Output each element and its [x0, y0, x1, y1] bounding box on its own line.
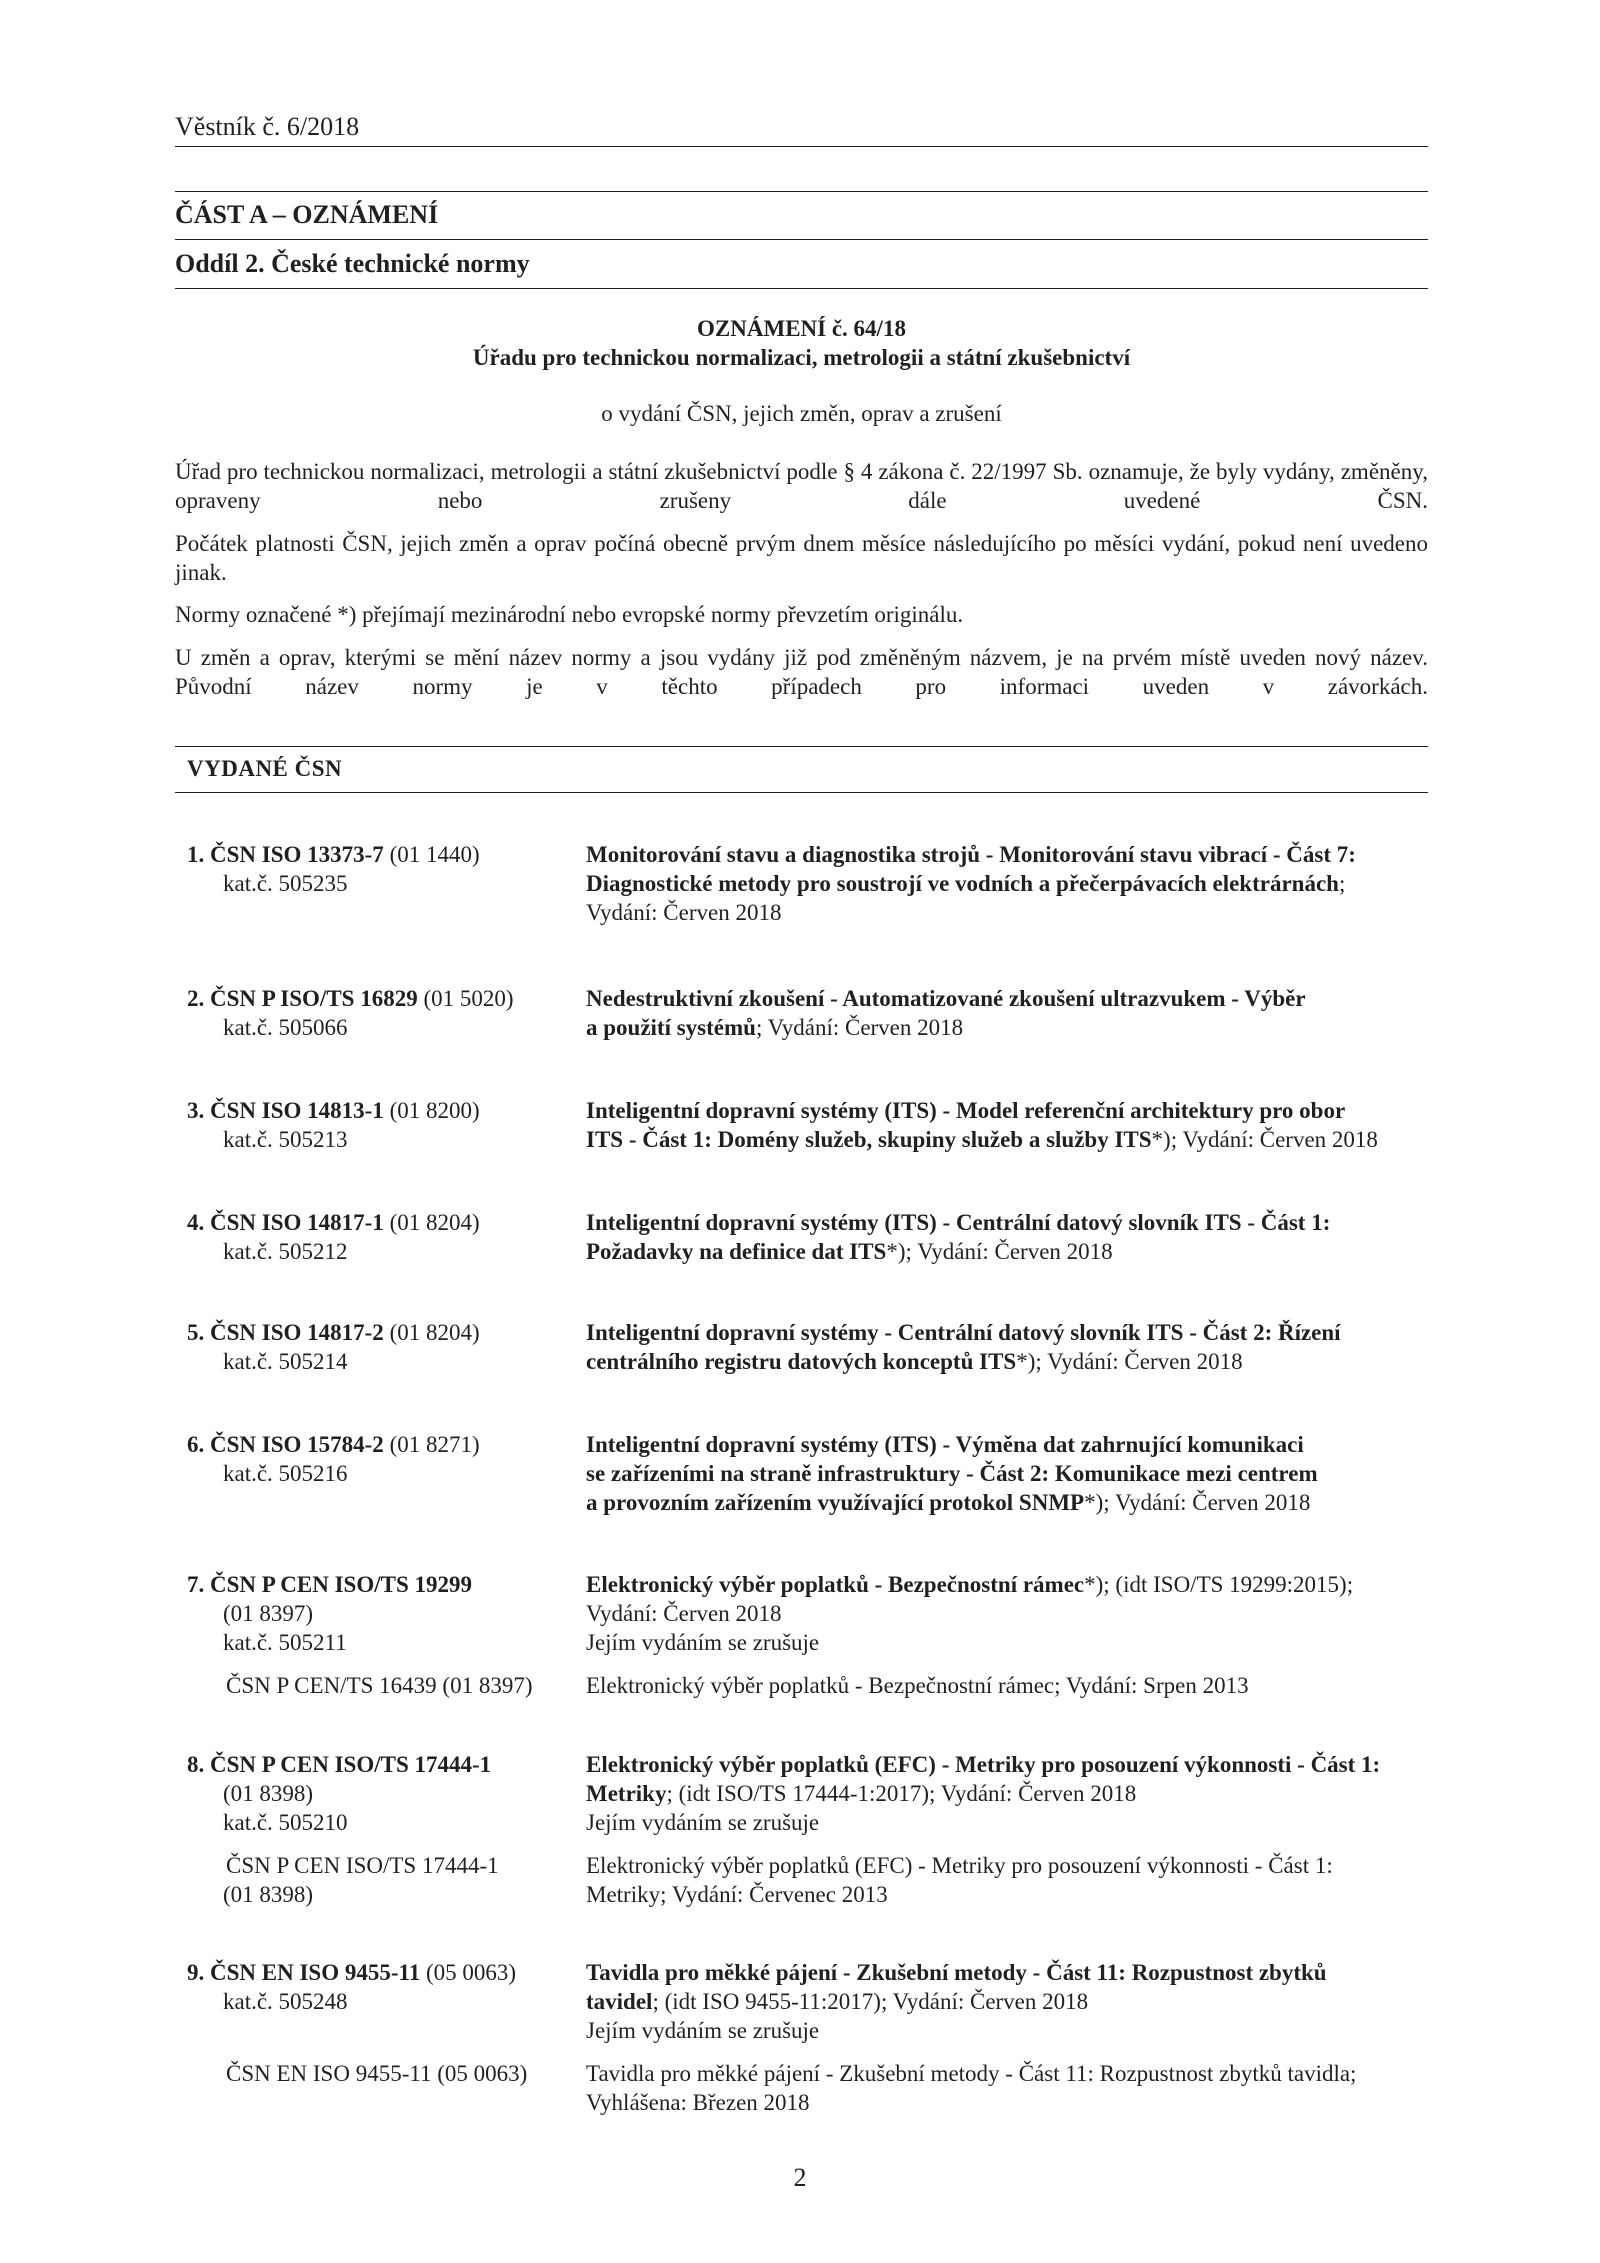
- entry-catalog-number: kat.č. 505214: [223, 1349, 348, 1374]
- running-head: Věstník č. 6/2018: [175, 112, 360, 141]
- entry-title-line: Metriky: [586, 1781, 667, 1806]
- entry-identifier: [187, 1570, 567, 1700]
- entry-description: [586, 1096, 1428, 1154]
- entry-title-suffix: *); (idt ISO/TS 19299:2015);: [1084, 1572, 1354, 1597]
- entry-cancels-note: Jejím vydáním se zrušuje: [586, 1630, 820, 1655]
- entry-identifier: [187, 1958, 567, 2088]
- entry-code: ČSN ISO 14817-1: [210, 1210, 384, 1235]
- section-rule-top: [175, 191, 1428, 192]
- superseded-description-line: Vyhlášena: Březen 2018: [586, 2090, 810, 2115]
- entry-catalog-number: kat.č. 505216: [223, 1461, 348, 1486]
- entry-number: 5.: [187, 1320, 205, 1345]
- entry-title-line: Monitorování stavu a diagnostika strojů - Monitorování stavu vibrací - Část 7:: [586, 842, 1356, 867]
- entry-identifier: [187, 1318, 567, 1376]
- entry-issued: Vydání: Červen 2018: [586, 900, 782, 925]
- entry-identifier: [187, 1096, 567, 1154]
- entry-description: [586, 1750, 1428, 1909]
- section-title: ČÁST A – OZNÁMENÍ: [175, 200, 439, 229]
- entry-identifier: [187, 1430, 567, 1488]
- entry-title-suffix: *); Vydání: Červen 2018: [1016, 1349, 1243, 1374]
- superseded-description: Elektronický výběr poplatků - Bezpečnostní rámec; Vydání: Srpen 2013: [586, 1673, 1249, 1698]
- notice-title: OZNÁMENÍ č. 64/18: [697, 316, 906, 341]
- entry-catalog-number: kat.č. 505210: [223, 1810, 348, 1835]
- entry-description: [586, 1958, 1428, 2117]
- entry-number: 9.: [187, 1960, 205, 1985]
- entry-title-line: a použití systémů: [586, 1015, 756, 1040]
- entry-number: 7.: [187, 1572, 205, 1597]
- entry-class-number: (01 8398): [223, 1781, 314, 1806]
- entry-title-line: Inteligentní dopravní systémy - Centrální datový slovník ITS - Část 2: Řízení: [586, 1320, 1341, 1345]
- entry-title-line: se zařízeními na straně infrastruktury - Část 2: Komunikace mezi centrem: [586, 1461, 1318, 1486]
- notice-issuer: Úřadu pro technickou normalizaci, metrologii a státní zkušebnictví: [472, 345, 1131, 370]
- entry-catalog-number: kat.č. 505235: [223, 871, 348, 896]
- section-rule-bottom: [175, 288, 1428, 289]
- entry-description: [586, 1318, 1428, 1376]
- intro-paragraph-4: U změn a oprav, kterými se mění název normy a jsou vydány již pod změněným názvem, je na prvém místě uveden nový název. Původní název normy je v těchto případech pro informaci uveden v závorkách.: [175, 645, 1428, 699]
- entry-class-number: (01 8397): [223, 1601, 314, 1626]
- superseded-class-number: (01 8398): [223, 1882, 314, 1907]
- section-rule-middle: [175, 239, 1428, 240]
- intro-paragraph-1: Úřad pro technickou normalizaci, metrologii a státní zkušebnictví podle § 4 zákona č. 22/1997 Sb. oznamuje, že byly vydány, změněny, opraveny nebo zrušeny dále uvedené ČSN.: [175, 459, 1428, 513]
- entry-title-line: Elektronický výběr poplatků - Bezpečnostní rámec: [586, 1572, 1085, 1597]
- entry-class-number: (01 8271): [389, 1432, 480, 1457]
- entry-title-suffix: *); Vydání: Červen 2018: [1151, 1127, 1378, 1152]
- entry-number: 3.: [187, 1098, 205, 1123]
- entry-title-line: Nedestruktivní zkoušení - Automatizované zkoušení ultrazvukem - Výběr: [586, 986, 1306, 1011]
- entry-title-line: ITS - Část 1: Domény služeb, skupiny služeb a služby ITS: [586, 1127, 1152, 1152]
- entry-class-number: (01 8204): [389, 1210, 480, 1235]
- entry-catalog-number: kat.č. 505066: [223, 1015, 348, 1040]
- list-heading-rule-top: [175, 746, 1428, 747]
- entry-title-line: Požadavky na definice dat ITS: [586, 1239, 887, 1264]
- list-heading: VYDANÉ ČSN: [187, 756, 343, 781]
- entry-cancels-note: Jejím vydáním se zrušuje: [586, 1810, 820, 1835]
- superseded-description-line: Tavidla pro měkké pájení - Zkušební metody - Část 11: Rozpustnost zbytků tavidla;: [586, 2061, 1357, 2086]
- entry-title-suffix: *); Vydání: Červen 2018: [886, 1239, 1113, 1264]
- subsection-title: Oddíl 2. České technické normy: [175, 249, 530, 278]
- intro-paragraph-3: Normy označené *) přejímají mezinárodní nebo evropské normy převzetím originálu.: [175, 602, 964, 627]
- entry-class-number: (01 8200): [389, 1098, 480, 1123]
- entry-title-suffix: ;: [1338, 871, 1346, 896]
- entry-code: ČSN P CEN ISO/TS 19299: [210, 1572, 473, 1597]
- entry-title-line: Inteligentní dopravní systémy (ITS) - Centrální datový slovník ITS - Část 1:: [586, 1210, 1331, 1235]
- list-heading-rule-bottom: [175, 792, 1428, 793]
- entry-code: ČSN EN ISO 9455-11: [210, 1960, 421, 1985]
- entry-class-number: (01 1440): [389, 842, 480, 867]
- entry-catalog-number: kat.č. 505248: [223, 1989, 348, 2014]
- notice-subject: o vydání ČSN, jejich změn, oprav a zrušení: [601, 401, 1002, 426]
- entry-description: [586, 1430, 1428, 1517]
- superseded-code: ČSN P CEN ISO/TS 17444-1: [226, 1853, 499, 1878]
- entry-catalog-number: kat.č. 505213: [223, 1127, 348, 1152]
- entry-code: ČSN ISO 13373-7: [210, 842, 384, 867]
- intro-paragraph-2: Počátek platnosti ČSN, jejich změn a oprav počíná obecně prvým dnem měsíce následujícího po měsíci vydání, pokud není uvedeno jinak.: [175, 531, 1428, 585]
- entry-number: 4.: [187, 1210, 205, 1235]
- entry-number: 2.: [187, 986, 205, 1011]
- superseded-code: ČSN P CEN/TS 16439 (01 8397): [226, 1673, 533, 1698]
- entry-title-line: a provozním zařízením využívající protokol SNMP: [586, 1490, 1085, 1515]
- entry-code: ČSN P ISO/TS 16829: [210, 986, 418, 1011]
- entry-title-suffix: ; Vydání: Červen 2018: [755, 1015, 964, 1040]
- entry-code: ČSN ISO 14813-1: [210, 1098, 384, 1123]
- superseded-description-line: Metriky; Vydání: Červenec 2013: [586, 1882, 888, 1907]
- entry-identifier: [187, 840, 567, 898]
- superseded-description-line: Elektronický výběr poplatků (EFC) - Metriky pro posouzení výkonnosti - Část 1:: [586, 1853, 1333, 1878]
- entry-class-number: (05 0063): [425, 1960, 517, 1985]
- page-number: 2: [793, 2163, 807, 2192]
- entry-identifier: [187, 984, 567, 1042]
- entry-cancels-note: Jejím vydáním se zrušuje: [586, 2018, 820, 2043]
- entry-title-line: centrálního registru datových konceptů ITS: [586, 1349, 1017, 1374]
- entry-class-number: (01 8204): [389, 1320, 480, 1345]
- superseded-code: ČSN EN ISO 9455-11 (05 0063): [226, 2061, 528, 2086]
- entry-title-suffix: ; (idt ISO/TS 17444-1:2017); Vydání: Červen 2018: [666, 1781, 1137, 1806]
- entry-code: ČSN P CEN ISO/TS 17444-1: [210, 1752, 492, 1777]
- entry-number: 1.: [187, 842, 205, 867]
- entry-title-line: tavidel: [586, 1989, 653, 2014]
- entry-issued: Vydání: Červen 2018: [586, 1601, 782, 1626]
- entry-title-line: Diagnostické metody pro soustrojí ve vodních a přečerpávacích elektrárnách: [586, 871, 1339, 896]
- entry-title-line: Tavidla pro měkké pájení - Zkušební metody - Část 11: Rozpustnost zbytků: [586, 1960, 1327, 1985]
- entry-number: 8.: [187, 1752, 205, 1777]
- entry-identifier: [187, 1750, 567, 1909]
- entry-code: ČSN ISO 15784-2: [210, 1432, 384, 1457]
- entry-description: [586, 840, 1428, 927]
- entry-description: [586, 1570, 1428, 1700]
- entry-title-line: Elektronický výběr poplatků (EFC) - Metriky pro posouzení výkonnosti - Část 1:: [586, 1752, 1381, 1777]
- entry-title-line: Inteligentní dopravní systémy (ITS) - Model referenční architektury pro obor: [586, 1098, 1346, 1123]
- entry-class-number: (01 5020): [423, 986, 514, 1011]
- entry-catalog-number: kat.č. 505211: [223, 1630, 347, 1655]
- entry-description: [586, 1208, 1428, 1266]
- entry-catalog-number: kat.č. 505212: [223, 1239, 348, 1264]
- entry-code: ČSN ISO 14817-2: [210, 1320, 384, 1345]
- entry-number: 6.: [187, 1432, 205, 1457]
- entry-title-suffix: *); Vydání: Červen 2018: [1084, 1490, 1311, 1515]
- entry-description: [586, 984, 1428, 1042]
- entry-title-suffix: ; (idt ISO 9455-11:2017); Vydání: Červen 2018: [652, 1989, 1089, 2014]
- entry-title-line: Inteligentní dopravní systémy (ITS) - Výměna dat zahrnující komunikaci: [586, 1432, 1304, 1457]
- header-rule: [175, 146, 1428, 147]
- entry-identifier: [187, 1208, 567, 1266]
